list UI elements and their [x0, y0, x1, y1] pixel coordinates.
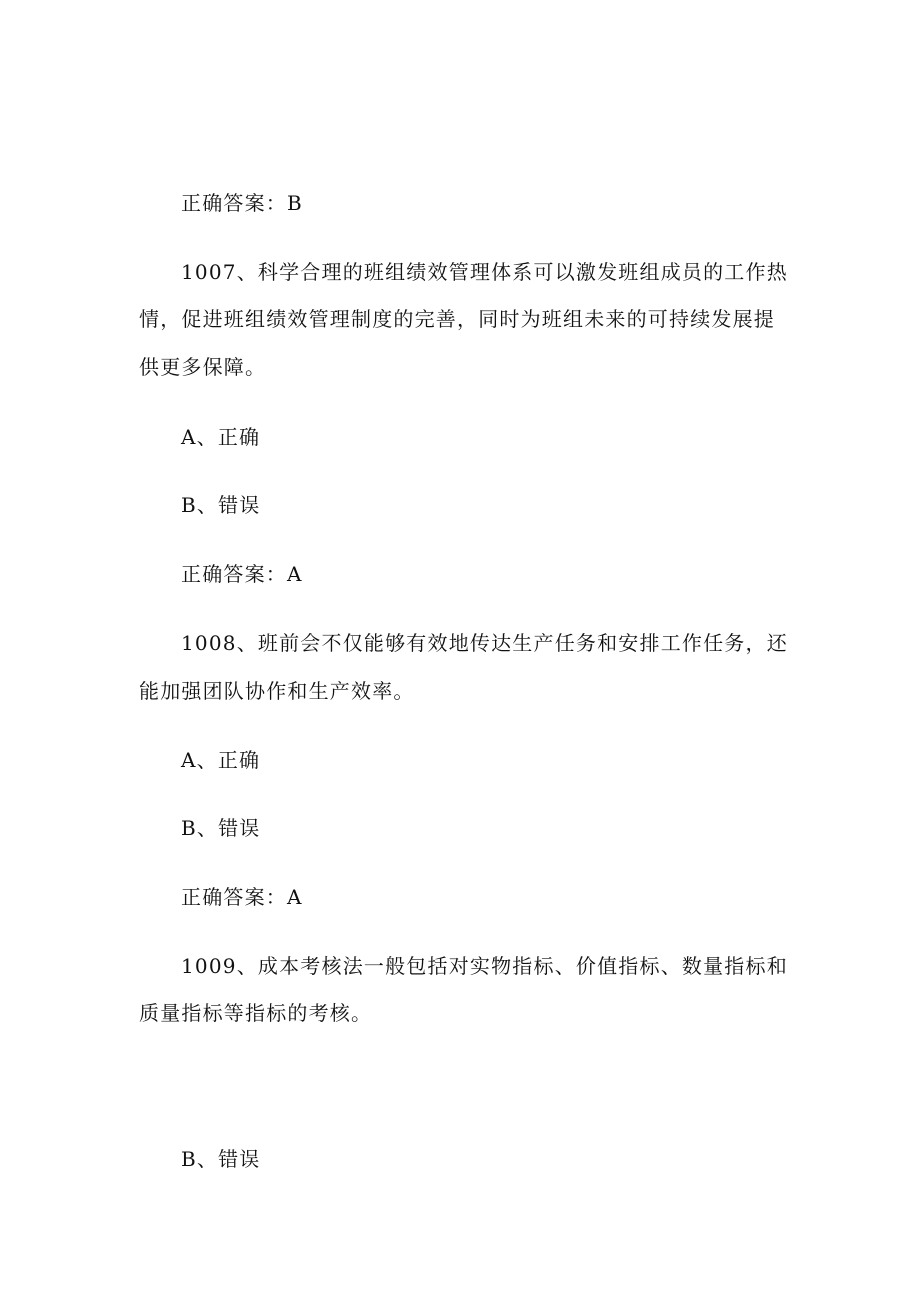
option-line: B、错误 — [181, 1147, 261, 1171]
question-text-line: 质量指标等指标的考核。 — [139, 1001, 373, 1025]
question-text-line: 供更多保障。 — [139, 355, 267, 379]
question-text-line: 情，促进班组绩效管理制度的完善，同时为班组未来的可持续发展提 — [139, 307, 775, 331]
answer-line: 正确答案：A — [181, 885, 303, 909]
question-text-line: 1007、科学合理的班组绩效管理体系可以激发班组成员的工作热 — [181, 260, 788, 284]
option-line: A、正确 — [181, 748, 261, 772]
option-line: A、正确 — [181, 425, 261, 449]
question-text-line: 1009、成本考核法一般包括对实物指标、价值指标、数量指标和 — [181, 954, 788, 978]
option-line: B、错误 — [181, 493, 261, 517]
question-text-line: 1008、班前会不仅能够有效地传达生产任务和安排工作任务，还 — [181, 631, 788, 655]
answer-line: 正确答案：A — [181, 562, 303, 586]
option-line: B、错误 — [181, 816, 261, 840]
question-text-line: 能加强团队协作和生产效率。 — [139, 679, 415, 703]
answer-line: 正确答案：B — [181, 191, 303, 215]
